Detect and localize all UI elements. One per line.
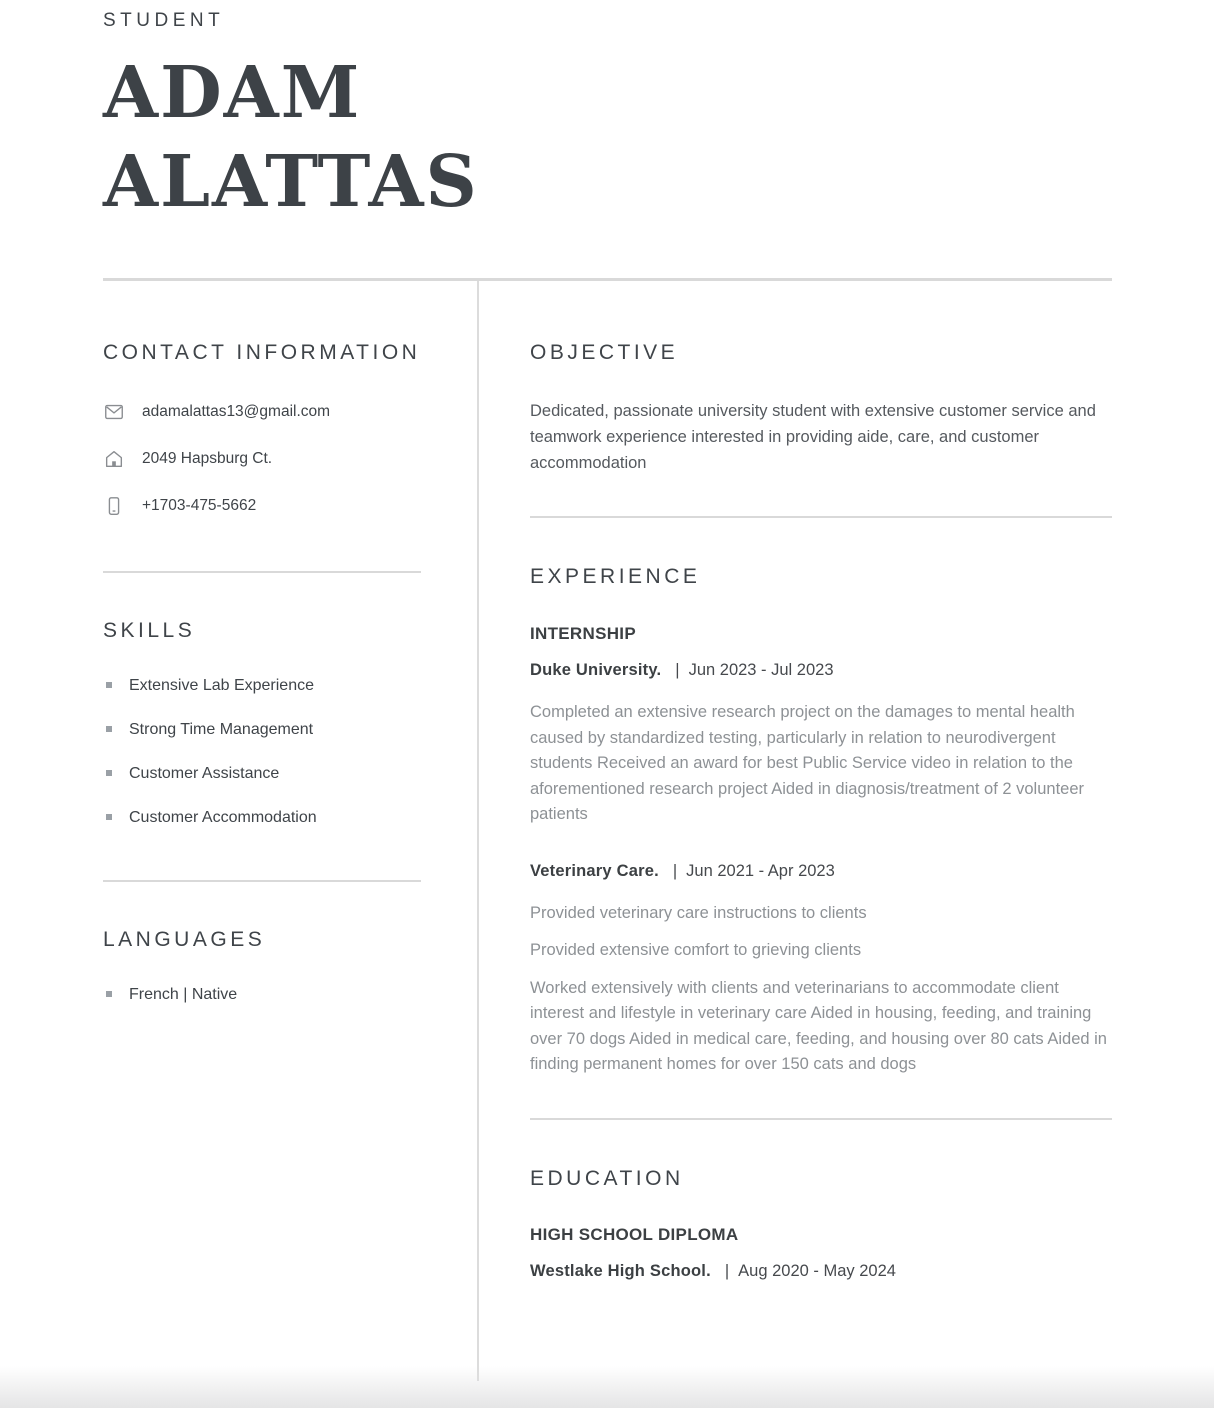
experience-org-line xyxy=(530,862,1112,881)
education-dates: Aug 2020 - May 2024 xyxy=(738,1261,896,1280)
separator: | xyxy=(672,861,678,880)
resume-header xyxy=(0,0,1214,226)
experience-organization: Duke University. xyxy=(530,661,662,679)
main-divider xyxy=(530,1118,1112,1120)
language-item: French | Native xyxy=(103,986,421,1003)
resume-body xyxy=(0,281,1214,1381)
skill-item: Customer Assistance xyxy=(103,765,421,782)
education-school-line xyxy=(530,1262,1112,1281)
contact-row-phone xyxy=(103,495,421,517)
experience-organization: Veterinary Care. xyxy=(530,861,659,880)
skill-item: Customer Accommodation xyxy=(103,809,421,826)
contact-row-email xyxy=(103,401,421,423)
objective-section-title: OBJECTIVE xyxy=(530,341,679,364)
skill-item: Extensive Lab Experience xyxy=(103,677,421,694)
languages-list xyxy=(103,986,421,1003)
experience-org-line xyxy=(530,661,1112,680)
experience-dates: Jun 2021 - Apr 2023 xyxy=(686,861,835,880)
experience-section-title: EXPERIENCE xyxy=(530,565,701,588)
main-column xyxy=(477,281,1112,1381)
candidate-name: ADAM ALATTAS xyxy=(103,50,479,223)
education-school: Westlake High School. xyxy=(530,1261,711,1280)
education-degree: HIGH SCHOOL DIPLOMA xyxy=(530,1224,739,1244)
sidebar-divider xyxy=(103,571,421,573)
contact-address: 2049 Hapsburg Ct. xyxy=(142,450,273,467)
education-entry xyxy=(530,1225,1112,1281)
skills-section-title: SKILLS xyxy=(103,619,196,642)
education-section-title: EDUCATION xyxy=(530,1166,684,1190)
experience-entry xyxy=(530,862,1112,1078)
email-icon xyxy=(103,401,125,423)
contact-email: adamalattas13@gmail.com xyxy=(142,403,331,420)
contact-row-address xyxy=(103,448,421,470)
sidebar-divider xyxy=(103,880,421,882)
experience-paragraph: Provided extensive comfort to grieving clients xyxy=(530,941,862,959)
contact-section-title: CONTACT INFORMATION xyxy=(103,341,421,364)
skills-list xyxy=(103,677,421,826)
header-eyebrow: STUDENT xyxy=(103,10,225,31)
contact-list xyxy=(103,401,421,517)
skill-item: Strong Time Management xyxy=(103,721,421,738)
experience-paragraph: Worked extensively with clients and veterinarians to accommodate client interest and lifestyle in veterinary care Aided in housing, feeding, and training over 70 dogs Aided in medical care, feeding, and housing over 80 cats Aided in finding permanent homes for over 150 cats and dogs xyxy=(530,978,1107,1073)
experience-description xyxy=(530,700,1112,828)
experience-description xyxy=(530,901,1112,1078)
languages-section-title: LANGUAGES xyxy=(103,928,266,951)
experience-paragraph: Completed an extensive research project on the damages to mental health caused by standardized testing, particularly in relation to neurodivergent students Received an award for best Public Service video in relation to the aforementioned research project Aided in diagnosis/treatment of 2 volunteer patients xyxy=(530,703,1084,823)
experience-dates: Jun 2023 - Jul 2023 xyxy=(688,661,834,679)
experience-role: INTERNSHIP xyxy=(530,624,636,643)
separator: | xyxy=(675,661,680,679)
main-divider xyxy=(530,516,1112,518)
separator: | xyxy=(724,1261,730,1280)
contact-phone: +1703-475-5662 xyxy=(142,497,257,514)
experience-entry xyxy=(530,624,1112,828)
home-icon xyxy=(103,448,125,470)
phone-icon xyxy=(103,495,125,517)
experience-paragraph: Provided veterinary care instructions to clients xyxy=(530,903,867,922)
objective-text: Dedicated, passionate university student with extensive customer service and teamwork experience interested in providing aide, care, and customer accommodation xyxy=(530,402,1096,472)
sidebar-column xyxy=(103,281,421,1381)
